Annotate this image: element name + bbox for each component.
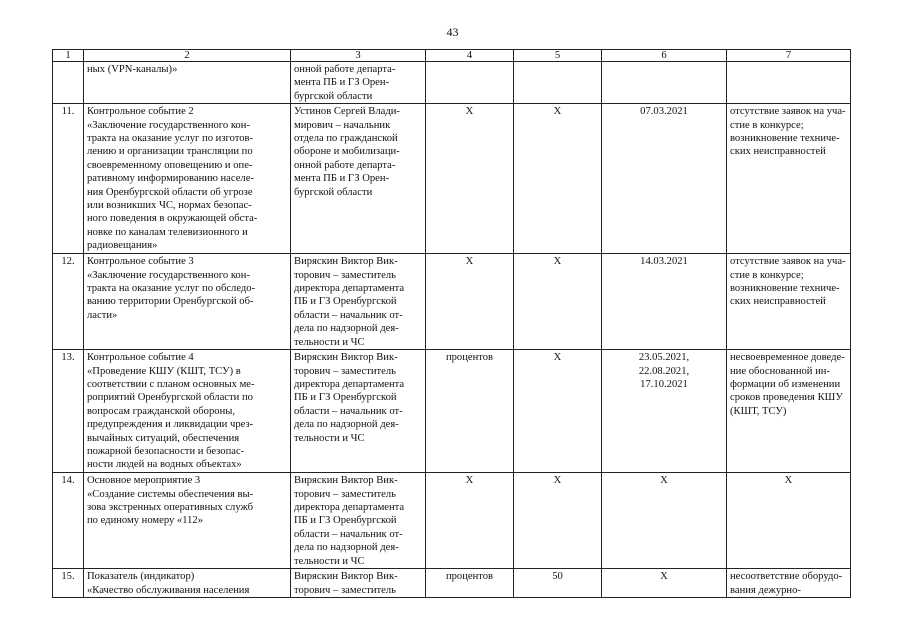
row-number: 11. — [53, 104, 84, 254]
value-cell: X — [514, 350, 602, 473]
column-header: 6 — [602, 50, 727, 62]
value-cell — [514, 62, 602, 104]
event-description: Контрольное событие 2 «Заключение государственного кон- тракта на оказание услуг по изготов- лению и организации трансляции по своевременному оповещению и опе- ративному информированию населе- ния Оренбургской области об угрозе или возникших ЧС, нормах безопас- ного поведения в окружающей обста- новке по каналам телевизионного и радиовещания» — [84, 104, 291, 254]
column-header: 1 — [53, 50, 84, 62]
unit-cell: X — [426, 104, 514, 254]
date-cell: 14.03.2021 — [602, 254, 727, 350]
table-header-row — [53, 50, 851, 62]
column-header: 2 — [84, 50, 291, 62]
event-description: Контрольное событие 3 «Заключение государственного кон- тракта на оказание услуг по обследо- ванию территории Оренбургской об- ласти» — [84, 254, 291, 350]
date-cell — [602, 62, 727, 104]
table-row — [53, 254, 851, 350]
value-cell: X — [514, 104, 602, 254]
risk-cell: отсутствие заявок на уча- стие в конкурсе; возникновение техниче- ских неисправностей — [727, 254, 851, 350]
date-cell: X — [602, 473, 727, 569]
unit-cell: процентов — [426, 569, 514, 598]
risk-cell — [727, 62, 851, 104]
risk-cell: несвоевременное доведе- ние обоснованной ин- формации об изменении сроков проведения КШУ (КШТ, ТСУ) — [727, 350, 851, 473]
column-header: 7 — [727, 50, 851, 62]
unit-cell — [426, 62, 514, 104]
value-cell: X — [514, 254, 602, 350]
unit-cell: процентов — [426, 350, 514, 473]
date-cell: 07.03.2021 — [602, 104, 727, 254]
column-header: 4 — [426, 50, 514, 62]
column-header: 5 — [514, 50, 602, 62]
value-cell: 50 — [514, 569, 602, 598]
table-row — [53, 350, 851, 473]
row-number: 15. — [53, 569, 84, 598]
column-header: 3 — [291, 50, 426, 62]
event-description: Основное мероприятие 3 «Создание системы обеспечения вы- зова экстренных оперативных служб по единому номеру «112» — [84, 473, 291, 569]
table-row — [53, 62, 851, 104]
page-number: 43 — [446, 25, 459, 39]
responsible-person: онной работе департа- мента ПБ и ГЗ Орен- бургской области — [291, 62, 426, 104]
date-cell: 23.05.2021, 22.08.2021, 17.10.2021 — [602, 350, 727, 473]
unit-cell: X — [426, 254, 514, 350]
event-description: Показатель (индикатор) «Качество обслуживания населения — [84, 569, 291, 598]
row-number: 14. — [53, 473, 84, 569]
row-number — [53, 62, 84, 104]
table-row — [53, 104, 851, 254]
risk-cell: X — [727, 473, 851, 569]
plan-table — [52, 49, 851, 598]
responsible-person: Виряскин Виктор Вик- торович – заместитель директора департамента ПБ и ГЗ Оренбургской области – начальник от- дела по надзорной дея- тельности и ЧС — [291, 350, 426, 473]
responsible-person: Устинов Сергей Влади- мирович – начальник отдела по гражданской обороне и мобилизаци- онной работе департа- мента ПБ и ГЗ Орен- бургской области — [291, 104, 426, 254]
risk-cell: отсутствие заявок на уча- стие в конкурсе; возникновение техниче- ских неисправностей — [727, 104, 851, 254]
row-number: 12. — [53, 254, 84, 350]
event-description: Контрольное событие 4 «Проведение КШУ (КШТ, ТСУ) в соответствии с планом основных ме- роприятий Оренбургской области по вопросам гражданской обороны, предупреждения и ликвидации чрез- вычайных ситуаций, обеспечения пожарной безопасности и безопас- ности людей на водных объектах» — [84, 350, 291, 473]
table-row — [53, 569, 851, 598]
date-cell: X — [602, 569, 727, 598]
risk-cell: несоответствие оборудо- вания дежурно- — [727, 569, 851, 598]
value-cell: X — [514, 473, 602, 569]
responsible-person: Виряскин Виктор Вик- торович – заместитель директора департамента ПБ и ГЗ Оренбургской области – начальник от- дела по надзорной дея- тельности и ЧС — [291, 254, 426, 350]
table-row — [53, 473, 851, 569]
responsible-person: Виряскин Виктор Вик- торович – заместитель директора департамента ПБ и ГЗ Оренбургской области – начальник от- дела по надзорной дея- тельности и ЧС — [291, 473, 426, 569]
event-description: ных (VPN-каналы)» — [84, 62, 291, 104]
unit-cell: X — [426, 473, 514, 569]
row-number: 13. — [53, 350, 84, 473]
responsible-person: Виряскин Виктор Вик- торович – заместитель — [291, 569, 426, 598]
